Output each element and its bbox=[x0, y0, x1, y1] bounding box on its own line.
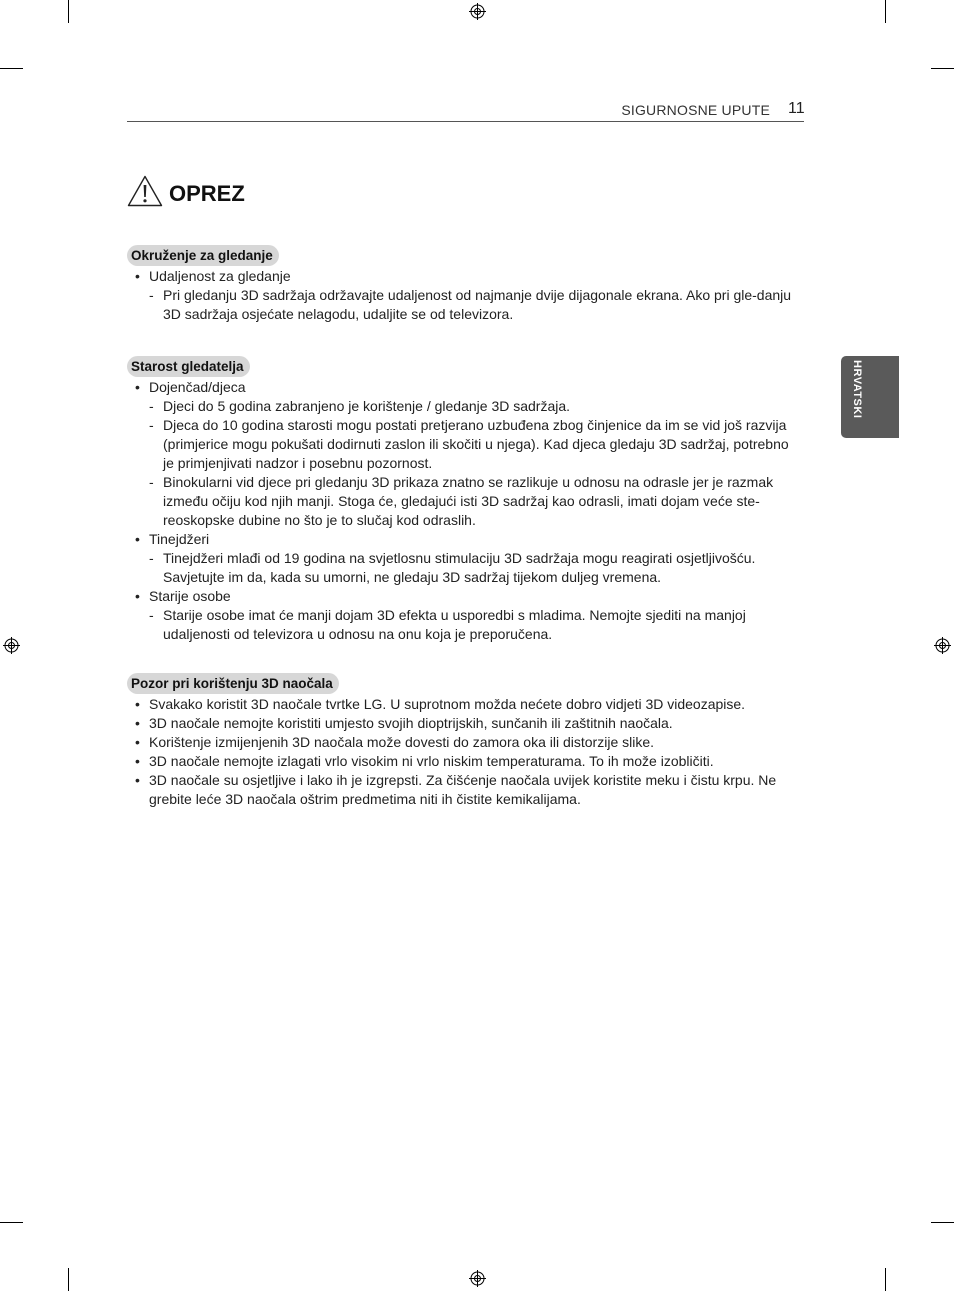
sub-list-item: - Binokularni vid djece pri gledanju 3D prikaza znatno se razlikuje u odnosu na odrasle jer je razmak između očiju kod njih manji. Stoga će, gledajući isti 3D sadržaj kao odrasli, imati dojam veće ste-reoskopske dubine no što je to slučaj kod odraslih. bbox=[149, 474, 774, 528]
crop-mark bbox=[931, 68, 954, 69]
list-item: • Tinejdžeri bbox=[135, 531, 210, 547]
header-rule bbox=[127, 121, 804, 122]
language-tab bbox=[841, 356, 899, 438]
list-item: • 3D naočale nemojte izlagati vrlo visokim ni vrlo niskim temperaturama. To ih može izobličiti. bbox=[135, 753, 714, 769]
list-item: • Starije osobe bbox=[135, 588, 231, 604]
sub-list-item: - Pri gledanju 3D sadržaja održavajte udaljenost od najmanje dvije dijagonale ekrana. Ako pri gle-danju 3D sadržaja osjećate nelagodu, udaljite se od televizora. bbox=[149, 287, 792, 322]
list-item: • Svakako koristit 3D naočale tvrtke LG. U suprotnom možda nećete dobro vidjeti 3D videozapise. bbox=[135, 696, 746, 712]
crop-mark bbox=[885, 0, 886, 23]
registration-mark-icon bbox=[469, 3, 486, 20]
running-header-section: SIGURNOSNE UPUTE bbox=[621, 102, 770, 118]
section-viewer-age bbox=[127, 356, 797, 644]
page-title: OPREZ bbox=[169, 181, 245, 206]
crop-mark bbox=[931, 1222, 954, 1223]
sub-list-item: - Starije osobe imat će manji dojam 3D efekta u usporedbi s mladima. Nemojte sjediti na manjoj udaljenosti od televizora u odnosu na onu koja je preporučena. bbox=[149, 607, 746, 642]
language-tab-label: HRVATSKI bbox=[851, 360, 863, 419]
sub-list-item: - Djeca do 10 godina starosti mogu postati pretjerano uzbuđena zbog činjenice da im se vid još razvija (primjerice mogu pokušati dodirnuti zaslon ili skočiti u njega). Kad djeca gledaju 3D sadržaj, potrebno je primjenjivati nadzor i posebnu pozornost. bbox=[149, 417, 789, 471]
crop-mark bbox=[885, 1268, 886, 1291]
crop-mark bbox=[0, 1222, 23, 1223]
page-title-block bbox=[127, 175, 245, 207]
bullet-list bbox=[127, 267, 797, 324]
section-viewing-environment bbox=[127, 245, 797, 324]
bullet-list bbox=[127, 378, 797, 644]
crop-mark bbox=[0, 68, 23, 69]
registration-mark-icon bbox=[934, 637, 951, 654]
warning-icon bbox=[127, 175, 163, 207]
section-heading: Pozor pri korištenju 3D naočala bbox=[127, 673, 339, 694]
list-item: • Udaljenost za gledanje bbox=[135, 268, 291, 284]
list-item: • Korištenje izmijenjenih 3D naočala može dovesti do zamora oka ili distorzije slike. bbox=[135, 734, 655, 750]
registration-mark-icon bbox=[3, 637, 20, 654]
list-item: • Dojenčad/djeca bbox=[135, 379, 246, 395]
bullet-list bbox=[127, 695, 797, 809]
sub-list-item: - Tinejdžeri mlađi od 19 godina na svjetlosnu stimulaciju 3D sadržaja mogu reagirati osjetljivošću. Savjetujte im da, kada su umorni, ne gledaju 3D sadržaj tijekom duljeg vremena. bbox=[149, 550, 756, 585]
section-heading: Okruženje za gledanje bbox=[127, 245, 279, 266]
page-number: 11 bbox=[788, 100, 805, 117]
section-3d-glasses bbox=[127, 673, 797, 809]
crop-mark bbox=[68, 1268, 69, 1291]
caution-content bbox=[127, 245, 797, 809]
sub-list-item: - Djeci do 5 godina zabranjeno je korištenje / gledanje 3D sadržaja. bbox=[149, 398, 571, 414]
registration-mark-icon bbox=[469, 1270, 486, 1287]
list-item: • 3D naočale su osjetljive i lako ih je izgrepsti. Za čišćenje naočala uvijek koristite meku i čistu krpu. Ne grebite leće 3D naočala oštrim predmetima niti ih čistite kemikalijama. bbox=[135, 772, 777, 807]
section-heading: Starost gledatelja bbox=[127, 356, 250, 377]
crop-mark bbox=[68, 0, 69, 23]
list-item: • 3D naočale nemojte koristiti umjesto svojih dioptrijskih, sunčanih ili zaštitnih naočala. bbox=[135, 715, 673, 731]
